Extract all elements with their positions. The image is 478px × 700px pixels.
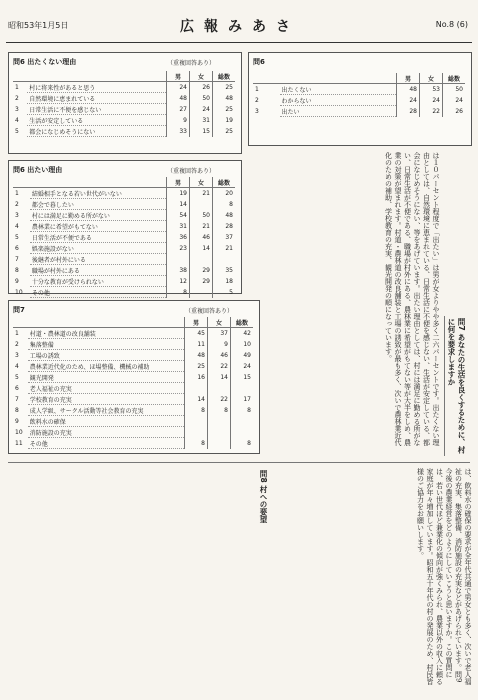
column-header: 総数	[443, 73, 466, 84]
table-row	[13, 104, 235, 115]
column-header: 女	[190, 71, 213, 82]
row-label: 都会で暮したい	[30, 199, 167, 210]
male-value: 31	[167, 221, 190, 232]
row-label: 成人学級、サークル活動等社会教育の充実	[28, 405, 185, 416]
female-value	[208, 427, 231, 438]
table-row	[13, 350, 253, 361]
issue-date: 昭和53年1月5日	[8, 21, 69, 30]
table-row	[13, 93, 235, 104]
table-row	[13, 82, 235, 93]
total-value: 28	[213, 221, 236, 232]
male-value: 23	[167, 243, 190, 254]
table-row	[13, 287, 235, 298]
row-label: 日常生活に不便を感じない	[27, 104, 166, 115]
row-number: 10	[15, 288, 23, 296]
table-row	[13, 210, 235, 221]
column-header: 男	[167, 177, 190, 188]
female-value	[208, 438, 231, 449]
column-header: 総数	[231, 317, 254, 328]
total-value: 18	[213, 276, 236, 287]
row-number: 9	[15, 277, 19, 285]
row-number: 1	[15, 329, 19, 337]
male-value: 19	[167, 188, 190, 199]
row-number: 8	[15, 266, 19, 274]
male-value: 48	[167, 93, 190, 104]
total-value: 20	[213, 188, 236, 199]
row-number: 2	[15, 94, 19, 102]
column-header: 男	[167, 71, 190, 82]
row-label: 職場が村外にある	[30, 265, 167, 276]
row-label: 観光開発	[28, 372, 185, 383]
q6-leave-box	[8, 160, 242, 297]
q6a-table	[13, 71, 235, 137]
total-value: 37	[213, 232, 236, 243]
male-value: 14	[185, 394, 208, 405]
row-number: 7	[15, 395, 19, 403]
row-label: 農林業に希望がもてない	[30, 221, 167, 232]
row-label: 自然環境に恵まれている	[27, 93, 166, 104]
row-number: 4	[15, 116, 19, 124]
row-number: 5	[15, 127, 19, 135]
table-header	[13, 177, 235, 188]
row-number: 7	[15, 255, 19, 263]
table-row	[13, 394, 253, 405]
female-value	[208, 416, 231, 427]
female-value: 22	[420, 106, 443, 117]
male-value: 9	[167, 115, 190, 126]
female-value	[190, 254, 213, 265]
row-number: 3	[15, 211, 19, 219]
row-number: 8	[15, 406, 19, 414]
column-header: 男	[185, 317, 208, 328]
female-value: 50	[190, 210, 213, 221]
header-rule	[6, 42, 472, 43]
row-number: 3	[15, 105, 19, 113]
row-number: 1	[15, 83, 19, 91]
row-number: 9	[15, 417, 19, 425]
total-value: 25	[213, 126, 236, 137]
row-label: 学校教育の充実	[28, 394, 185, 405]
row-number: 3	[255, 107, 259, 115]
total-value: 5	[213, 287, 236, 298]
row-label: 都会になじめそうにない	[27, 126, 166, 137]
male-value: 24	[167, 82, 190, 93]
female-value: 15	[190, 126, 213, 137]
q7-heading: 問7 あなたの生活を良くするために、村に何を要求しますか	[447, 318, 466, 454]
total-value: 8	[231, 438, 254, 449]
q8-heading: 問8 村への要望	[259, 470, 268, 523]
table-row	[253, 95, 465, 106]
female-value: 21	[190, 188, 213, 199]
total-value	[213, 254, 236, 265]
total-value: 25	[213, 104, 236, 115]
female-value	[190, 199, 213, 210]
total-value: 26	[443, 106, 466, 117]
table-row	[13, 199, 235, 210]
row-number: 5	[15, 373, 19, 381]
body-text-lower: は、飲料水の確保の要求が全年代共通で男女とも多く、次いで老人福祉の充実、集落整備、消防施設の充実などがあげられています。問9 今後の農業経営をどのようにしていこうと思いますか。この質問には、若い世代ほど兼業化の傾向が強くみられ、農業以外の収入に頼る家庭が年々増加しています。昭和五十年代の村の発展のため、村民皆様のご協力をお願いします。	[416, 468, 472, 685]
page-number: No.8 (6)	[435, 20, 468, 29]
row-number: 3	[15, 351, 19, 359]
body-text-upper: は１０パーセント程度で「出たい」は男が女よりやや多く二六パーセントです。出たくない理由としては、自然環境に恵まれている、日常生活に不便を感じない、生活が安定している、都会になじめそうにない、等をあげています。出たい理由としては、村には満足に勤める所がない、日常生活が不便である、職場が村外にある、農林業に希望がもてない等が大半をしめ、農業の対策が望まれます。村道・農林道の改良舗装と工場の誘致が最も多く、次いで農林業近代化のための補助、学校教育の充実、観光開発の順になっています。	[384, 152, 440, 446]
q6b-title: 問6	[253, 58, 265, 66]
total-value: 48	[213, 93, 236, 104]
table-row	[13, 221, 235, 232]
male-value	[185, 427, 208, 438]
q6a-title: 問6 出たくない理由	[13, 58, 77, 66]
total-value: 19	[213, 115, 236, 126]
column-header: 女	[420, 73, 443, 84]
male-value: 8	[185, 438, 208, 449]
column-header: 総数	[213, 177, 236, 188]
table-header	[13, 71, 235, 82]
column-header: 女	[190, 177, 213, 188]
male-value	[185, 416, 208, 427]
total-value: 35	[213, 265, 236, 276]
male-value: 48	[397, 84, 420, 95]
row-number: 6	[15, 244, 19, 252]
male-value: 38	[167, 265, 190, 276]
row-number: 5	[15, 233, 19, 241]
female-value: 14	[208, 372, 231, 383]
female-value: 9	[208, 339, 231, 350]
table-row	[13, 188, 235, 199]
column-header: 総数	[213, 71, 236, 82]
q7-table	[13, 317, 253, 449]
total-value: 21	[213, 243, 236, 254]
male-value: 25	[185, 361, 208, 372]
table-row	[13, 438, 253, 449]
female-value: 22	[208, 361, 231, 372]
total-value: 49	[231, 350, 254, 361]
male-value: 8	[185, 405, 208, 416]
row-label: 消防施設の充実	[28, 427, 185, 438]
table-row	[13, 416, 253, 427]
q6b-table	[253, 73, 465, 117]
male-value: 8	[167, 287, 190, 298]
total-value: 50	[443, 84, 466, 95]
male-value: 36	[167, 232, 190, 243]
newsletter-title: 広報みあさ	[180, 19, 300, 35]
row-number: 1	[15, 189, 19, 197]
table-row	[13, 427, 253, 438]
q6c-title: 問6 出たい理由	[13, 166, 63, 174]
male-value: 54	[167, 210, 190, 221]
row-number: 6	[15, 384, 19, 392]
male-value: 16	[185, 372, 208, 383]
q7-subtitle: （重複回答あり）	[185, 308, 234, 315]
female-value: 26	[190, 82, 213, 93]
female-value	[208, 383, 231, 394]
male-value: 48	[185, 350, 208, 361]
female-value: 24	[190, 104, 213, 115]
table-row	[13, 265, 235, 276]
table-row	[13, 115, 235, 126]
column-header: 男	[397, 73, 420, 84]
male-value	[185, 383, 208, 394]
table-row	[13, 243, 235, 254]
female-value	[190, 287, 213, 298]
row-label: 集落整備	[28, 339, 185, 350]
total-value: 8	[231, 405, 254, 416]
row-label: 飲料水の確保	[28, 416, 185, 427]
section-rule	[8, 462, 470, 463]
row-label: 老人福祉の充実	[28, 383, 185, 394]
row-label: 娯楽施設がない	[30, 243, 167, 254]
row-label: 出たくない	[280, 84, 397, 95]
q7-demand-box	[8, 300, 260, 454]
female-value: 50	[190, 93, 213, 104]
row-label: 十分な教育が受けられない	[30, 276, 167, 287]
row-number: 2	[15, 340, 19, 348]
row-label: 村道・農林道の改良舗装	[28, 328, 185, 339]
total-value: 24	[231, 361, 254, 372]
row-number: 10	[15, 428, 23, 436]
table-row	[13, 276, 235, 287]
female-value: 29	[190, 276, 213, 287]
row-label: その他	[28, 438, 185, 449]
row-number: 11	[15, 439, 23, 447]
female-value: 29	[190, 265, 213, 276]
table-row	[13, 405, 253, 416]
male-value: 27	[167, 104, 190, 115]
female-value: 31	[190, 115, 213, 126]
row-label: 農林業近代化のため、ほ場整備、機械の補助	[28, 361, 185, 372]
male-value: 45	[185, 328, 208, 339]
female-value: 46	[208, 350, 231, 361]
column-divider	[444, 316, 445, 456]
row-label: 生活が安定している	[27, 115, 166, 126]
q6-not-leave-box	[8, 52, 242, 154]
female-value: 46	[190, 232, 213, 243]
female-value: 37	[208, 328, 231, 339]
male-value: 12	[167, 276, 190, 287]
row-number: 2	[15, 200, 19, 208]
female-value: 22	[208, 394, 231, 405]
q7-title: 問7	[13, 306, 25, 314]
q6-intention-box	[248, 52, 472, 146]
page-header	[0, 14, 478, 40]
female-value: 21	[190, 221, 213, 232]
table-row	[13, 232, 235, 243]
total-value: 10	[231, 339, 254, 350]
row-label: その他	[30, 287, 167, 298]
male-value: 14	[167, 199, 190, 210]
row-number: 1	[255, 85, 259, 93]
row-label: 工場の誘致	[28, 350, 185, 361]
female-value: 24	[420, 95, 443, 106]
table-row	[253, 106, 465, 117]
table-row	[13, 126, 235, 137]
table-row	[13, 372, 253, 383]
table-row	[13, 339, 253, 350]
table-row	[13, 254, 235, 265]
total-value: 25	[213, 82, 236, 93]
row-label: 後継者が村外にいる	[30, 254, 167, 265]
row-label: 結婚相手となる若い世代がいない	[30, 188, 167, 199]
q6a-subtitle: （重複回答あり）	[167, 60, 216, 67]
row-label: 出たい	[280, 106, 397, 117]
total-value: 48	[213, 210, 236, 221]
column-header: 女	[208, 317, 231, 328]
male-value: 24	[397, 95, 420, 106]
row-label: 日常生活が不便である	[30, 232, 167, 243]
table-row	[13, 361, 253, 372]
row-label: わからない	[280, 95, 397, 106]
table-row	[13, 383, 253, 394]
total-value: 42	[231, 328, 254, 339]
q6c-subtitle: （重複回答あり）	[167, 168, 216, 175]
male-value	[167, 254, 190, 265]
row-number: 4	[15, 362, 19, 370]
row-label: 村には満足に勤める所がない	[30, 210, 167, 221]
male-value: 28	[397, 106, 420, 117]
male-value: 11	[185, 339, 208, 350]
total-value: 24	[443, 95, 466, 106]
total-value: 8	[213, 199, 236, 210]
q6c-table	[13, 177, 235, 298]
row-number: 4	[15, 222, 19, 230]
female-value: 8	[208, 405, 231, 416]
row-number: 2	[255, 96, 259, 104]
table-row	[13, 328, 253, 339]
male-value: 33	[167, 126, 190, 137]
table-header	[253, 73, 465, 84]
total-value: 15	[231, 372, 254, 383]
table-row	[253, 84, 465, 95]
total-value: 17	[231, 394, 254, 405]
row-label: 村に将来性があると思う	[27, 82, 166, 93]
table-header	[13, 317, 253, 328]
female-value: 53	[420, 84, 443, 95]
female-value: 14	[190, 243, 213, 254]
